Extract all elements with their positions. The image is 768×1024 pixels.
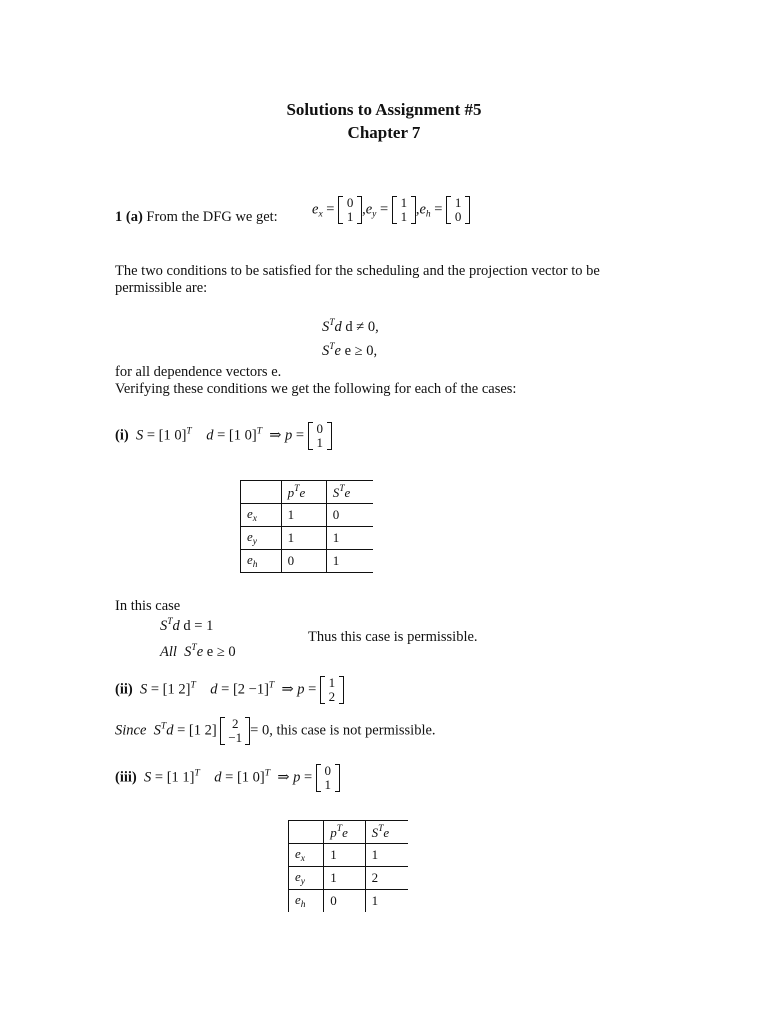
for-all-line: for all dependence vectors e. bbox=[115, 364, 282, 380]
table-row: $e_h$ 0 1 bbox=[289, 890, 409, 913]
ey-subscript: y bbox=[372, 209, 377, 220]
eh-subscript: h bbox=[425, 209, 431, 220]
dependence-vectors: $e_x$ = 0 1 $,e_y$ = 1 1 $,e_h$ = 1 0 bbox=[312, 196, 470, 224]
case1-s: [1 0] bbox=[158, 427, 187, 444]
case2-label: (ii) bbox=[115, 681, 133, 698]
table-row: $e_x$ 1 1 bbox=[289, 844, 409, 867]
table-row: $e_y$ 1 1 bbox=[241, 527, 374, 550]
case1-label: (i) bbox=[115, 427, 129, 444]
case1-p-vector: 0 1 bbox=[308, 422, 332, 450]
case2-p-vector: 1 2 bbox=[320, 676, 344, 704]
conditions-intro-line2: permissible are: bbox=[115, 280, 208, 296]
case3-label: (iii) bbox=[115, 769, 137, 786]
conditions-intro-line1: The two conditions to be satisfied for the scheduling and the projection vector to be bbox=[115, 263, 600, 279]
case3-d: [1 0] bbox=[236, 769, 265, 786]
case2-result: = 0, this case is not permissible. bbox=[250, 722, 436, 739]
case2-d: [2 −1] bbox=[232, 681, 269, 698]
case3-s: [1 1] bbox=[166, 769, 195, 786]
condition-2: $S^Te$ e ≥ 0, bbox=[322, 342, 378, 359]
condition-1: $S^Td$ d ≠ 0, bbox=[322, 318, 379, 335]
case1-table bbox=[240, 480, 373, 573]
case3-equation: (iii) S = [1 1]$^T$ d = [1 0]$^T$ ⇒ p = 0 1 bbox=[115, 764, 340, 792]
table-row: $e_h$ 0 1 bbox=[241, 550, 374, 573]
vector-ey: 1 1 bbox=[392, 196, 416, 224]
document-title: Solutions to Assignment #5 bbox=[286, 100, 482, 119]
case2-since-line: Since $S^Td = [1$ 2] 2 −1 = 0, this case is not permissible. bbox=[115, 716, 436, 745]
case1-d: [1 0] bbox=[228, 427, 257, 444]
case2-equation: (ii) S = [1 2]$^T$ $d = [2 -1]^T$ ⇒ p = 1 2 bbox=[115, 676, 344, 704]
table-row: $e_y$ 1 2 bbox=[289, 867, 409, 890]
vector-eh: 1 0 bbox=[446, 196, 470, 224]
table-row: $e_x$ 1 0 bbox=[241, 504, 374, 527]
case3-table bbox=[288, 820, 408, 912]
ex-subscript: x bbox=[318, 209, 323, 220]
case2-since-vector: 2 −1 bbox=[220, 717, 250, 745]
case2-s: [1 2] bbox=[162, 681, 191, 698]
case1-in-this-case: In this case bbox=[115, 598, 181, 614]
case1-header-pte: $p^Te$ bbox=[281, 481, 326, 504]
case3-header-ste: $S^Te$ bbox=[365, 821, 408, 844]
verifying-line: Verifying these conditions we get the following for each of the cases: bbox=[115, 381, 517, 397]
case3-header-pte: $p^Te$ bbox=[324, 821, 365, 844]
case1-equation: (i) S = [1 0]$^T$ d = [1 0]$^T$ ⇒ p = 0 1 bbox=[115, 422, 332, 450]
case3-p-vector: 0 1 bbox=[316, 764, 340, 792]
q1a-text: From the DFG we get: bbox=[142, 209, 278, 225]
case1-header-ste: $S^Te$ bbox=[326, 481, 373, 504]
q1a-intro bbox=[115, 209, 278, 226]
case1-std: $S^Td$ d = 1 bbox=[160, 617, 214, 634]
q1a-label: 1 (a) bbox=[115, 209, 143, 225]
case1-all-cond: All $S^Te$ e ≥ 0 bbox=[160, 643, 236, 660]
chapter-title: Chapter 7 bbox=[347, 123, 421, 142]
case1-conclusion: Thus this case is permissible. bbox=[308, 629, 478, 645]
vector-ex: 0 1 bbox=[338, 196, 362, 224]
